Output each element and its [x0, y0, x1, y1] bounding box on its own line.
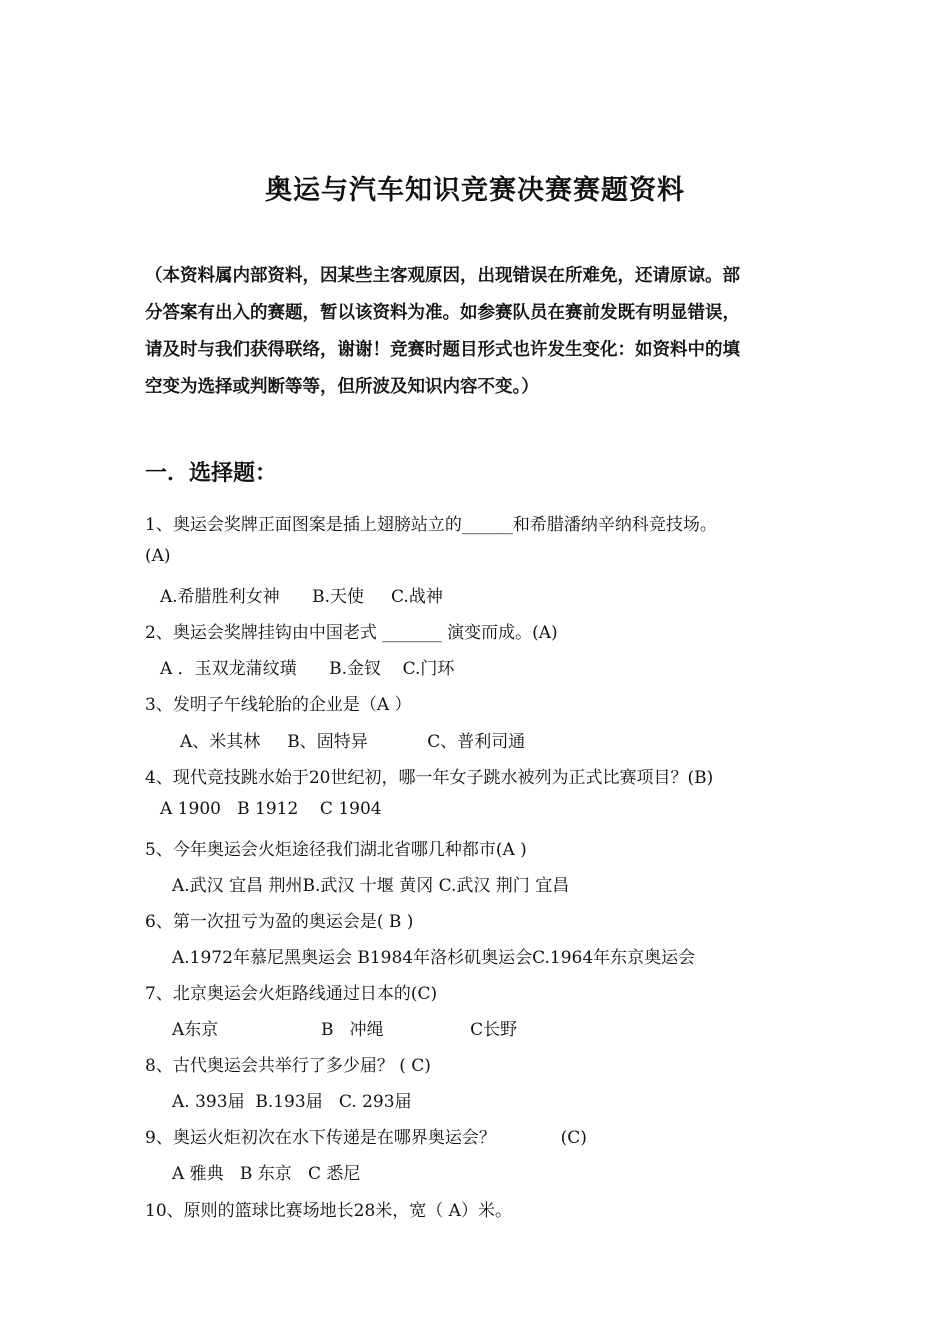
options: A.武汉 宜昌 荆州B.武汉 十堰 黄冈 C.武汉 荆门 宜昌: [172, 876, 570, 896]
intro-line: 分答案有出入的赛题，暂以该资料为准。如参赛队员在赛前发既有明显错误，: [145, 303, 740, 323]
options: A.1972年慕尼黑奥运会 B1984年洛杉矶奥运会C.1964年东京奥运会: [172, 948, 696, 968]
intro-line: 请及时与我们获得联络，谢谢！竞赛时题目形式也许发生变化：如资料中的填: [145, 340, 740, 360]
intro-line: （本资料属内部资料，因某些主客观原因，出现错误在所难免，还请原谅。部: [145, 266, 740, 286]
section-heading: 一．选择题：: [145, 460, 278, 486]
options: A东京 B 冲绳 C长野: [172, 1020, 518, 1040]
options: A. 393届 B.193届 C. 293届: [172, 1092, 412, 1112]
options: A 1900 B 1912 C 1904: [160, 799, 382, 819]
question-7: 7、北京奥运会火炬路线通过日本的(C): [145, 984, 438, 1004]
question-6: 6、第一次扭亏为盈的奥运会是( B ): [145, 912, 414, 932]
options: A ．玉双龙蒲纹璜 B.金钗 C.门环: [160, 659, 455, 679]
answer-key: (A): [145, 546, 171, 566]
intro-line: 空变为选择或判断等等，但所波及知识内容不变。）: [145, 377, 539, 397]
question-2: 2、奥运会奖牌挂钩由中国老式 _______ 演变而成。(A): [145, 623, 558, 643]
question-4: 4、现代竞技跳水始于20世纪初，哪一年女子跳水被列为正式比赛项目？(B): [145, 768, 714, 788]
document-title: 奥运与汽车知识竞赛决赛赛题资料: [265, 175, 685, 206]
options: A.希腊胜利女神 B.天使 C.战神: [160, 587, 443, 607]
options: A、米其林 B、固特异 C、普利司通: [180, 732, 526, 752]
question-5: 5、今年奥运会火炬途径我们湖北省哪几种都市(A ): [145, 840, 527, 860]
question-3: 3、发明子午线轮胎的企业是（A ）: [145, 695, 412, 715]
question-10: 10、原则的篮球比赛场地长28米，宽（ A）米。: [145, 1201, 512, 1221]
question-8: 8、古代奥运会共举行了多少届？ ( C): [145, 1056, 431, 1076]
question-9: 9、奥运火炬初次在水下传递是在哪界奥运会？ (C): [145, 1128, 587, 1148]
options: A 雅典 B 东京 C 悉尼: [172, 1164, 361, 1184]
question-1: 1、奥运会奖牌正面图案是插上翅膀站立的______和希腊潘纳辛纳科竞技场。: [145, 515, 717, 535]
